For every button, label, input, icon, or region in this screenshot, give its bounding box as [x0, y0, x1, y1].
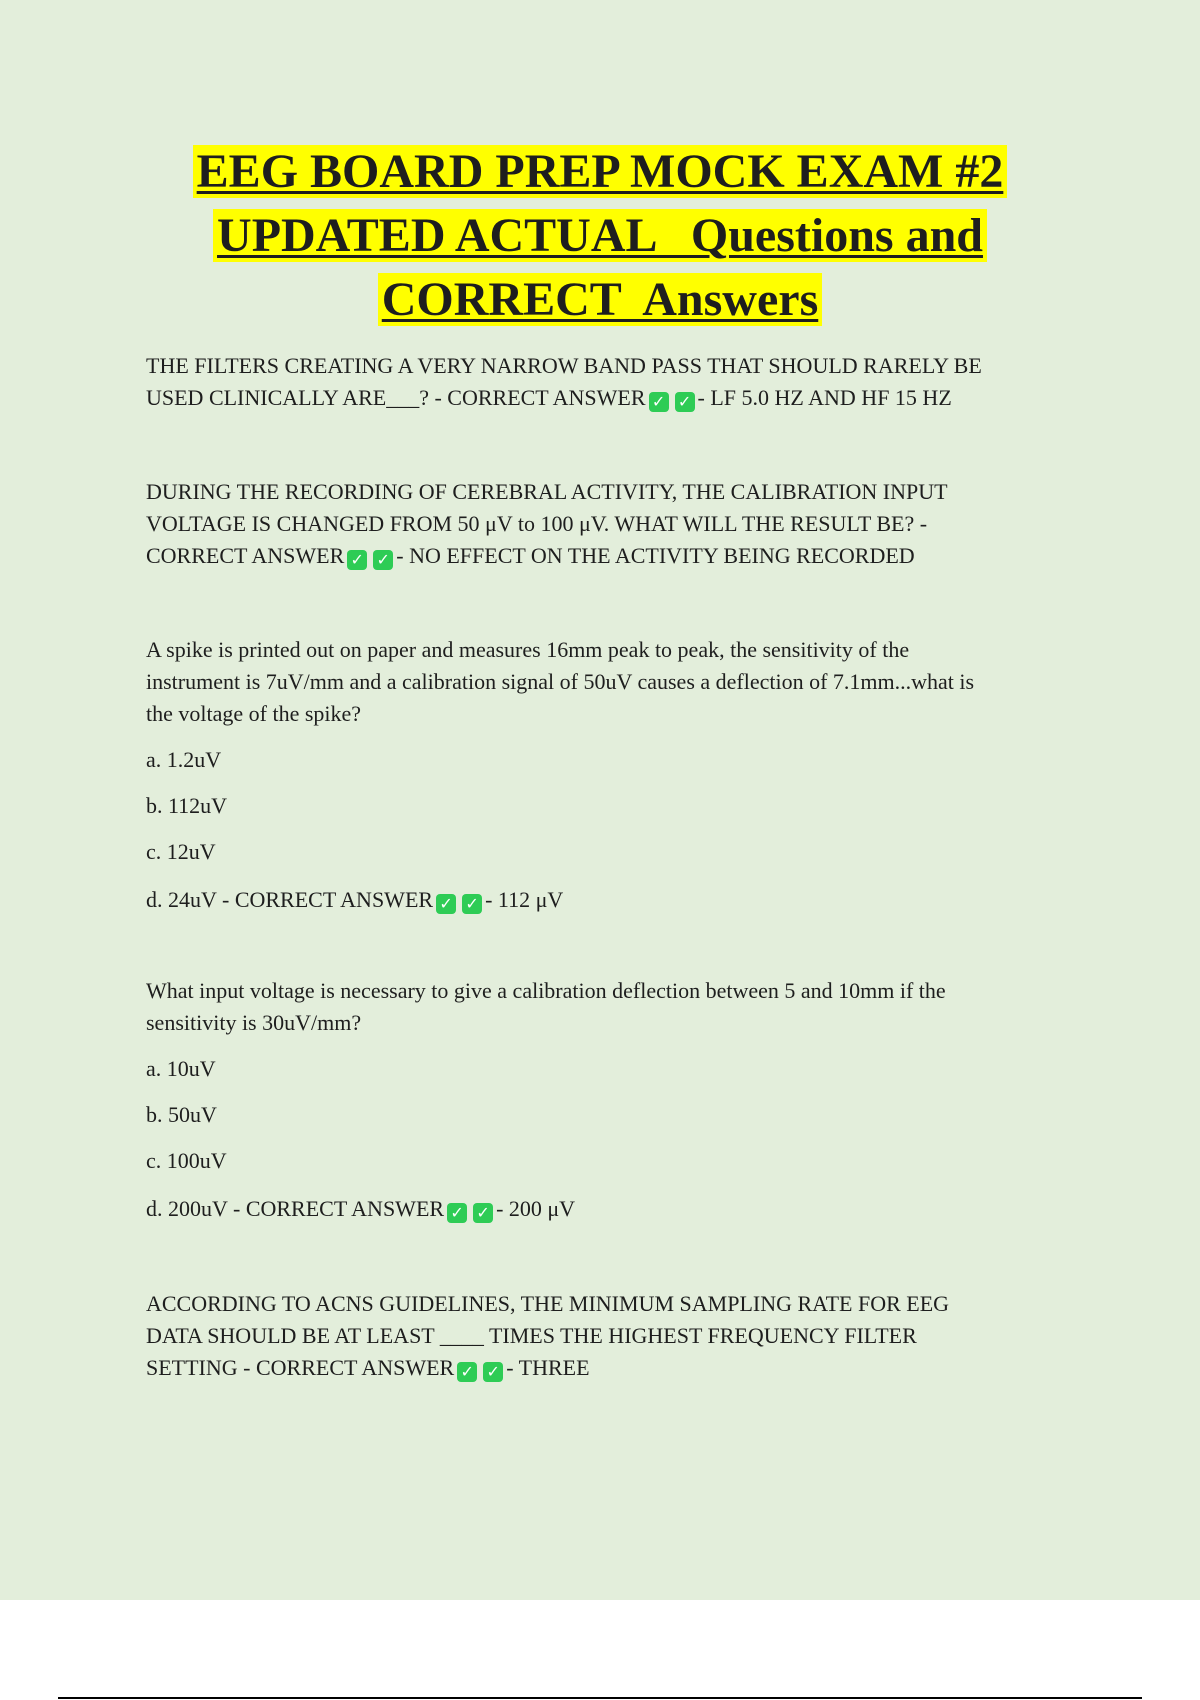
check-mark-icon: ✓: [675, 392, 695, 412]
question-3: [146, 634, 1076, 916]
option-c: c. 12uV: [146, 839, 216, 864]
option-d: d. 200uV - CORRECT ANSWER: [146, 1196, 445, 1221]
answer-text: - THREE: [506, 1355, 590, 1380]
answer-text: - LF 5.0 HZ AND HF 15 HZ: [697, 385, 952, 410]
footer-rule: [58, 1697, 1142, 1699]
question-1: [146, 350, 1076, 414]
option-b: b. 112uV: [146, 793, 228, 818]
question-text: THE FILTERS CREATING A VERY NARROW BAND PASS THAT SHOULD RARELY BE: [146, 353, 982, 378]
title-line-3: CORRECT Answers: [378, 273, 823, 326]
question-text: A spike is printed out on paper and measures 16mm peak to peak, the sensitivity of the: [146, 637, 910, 662]
option-c: c. 100uV: [146, 1148, 227, 1173]
check-mark-icon: ✓: [473, 1203, 493, 1223]
check-mark-icon: ✓: [649, 392, 669, 412]
title-line-2: UPDATED ACTUAL Questions and: [213, 209, 987, 262]
question-text: USED CLINICALLY ARE___? - CORRECT ANSWER: [146, 385, 646, 410]
question-text: What input voltage is necessary to give a calibration deflection between 5 and 10mm if the: [146, 978, 946, 1003]
document-title: [0, 140, 1200, 332]
question-text: instrument is 7uV/mm and a calibration signal of 50uV causes a deflection of 7.1mm...what is: [146, 669, 975, 694]
question-text: the voltage of the spike?: [146, 701, 362, 726]
check-mark-icon: ✓: [462, 894, 482, 914]
answer-text: - 112 μV: [485, 887, 564, 912]
question-text: sensitivity is 30uV/mm?: [146, 1010, 362, 1035]
answer-text: - 200 μV: [496, 1196, 576, 1221]
question-2: [146, 476, 1076, 572]
answer-text: - NO EFFECT ON THE ACTIVITY BEING RECORDED: [396, 543, 915, 568]
check-mark-icon: ✓: [483, 1362, 503, 1382]
question-text: CORRECT ANSWER: [146, 543, 345, 568]
question-text: ACCORDING TO ACNS GUIDELINES, THE MINIMUM SAMPLING RATE FOR EEG: [146, 1291, 950, 1316]
option-a: a. 1.2uV: [146, 747, 222, 772]
option-d: d. 24uV - CORRECT ANSWER: [146, 887, 434, 912]
option-a: a. 10uV: [146, 1056, 216, 1081]
check-mark-icon: ✓: [447, 1203, 467, 1223]
question-4: [146, 975, 1076, 1225]
question-text: VOLTAGE IS CHANGED FROM 50 μV to 100 μV. WHAT WILL THE RESULT BE? -: [146, 511, 928, 536]
question-text: SETTING - CORRECT ANSWER: [146, 1355, 455, 1380]
question-text: DATA SHOULD BE AT LEAST ____ TIMES THE HIGHEST FREQUENCY FILTER: [146, 1323, 917, 1348]
check-mark-icon: ✓: [373, 550, 393, 570]
title-line-1: EEG BOARD PREP MOCK EXAM #2: [193, 145, 1008, 198]
check-mark-icon: ✓: [347, 550, 367, 570]
question-text: DURING THE RECORDING OF CEREBRAL ACTIVITY, THE CALIBRATION INPUT: [146, 479, 948, 504]
check-mark-icon: ✓: [457, 1362, 477, 1382]
question-5: [146, 1288, 1076, 1384]
check-mark-icon: ✓: [436, 894, 456, 914]
option-b: b. 50uV: [146, 1102, 217, 1127]
